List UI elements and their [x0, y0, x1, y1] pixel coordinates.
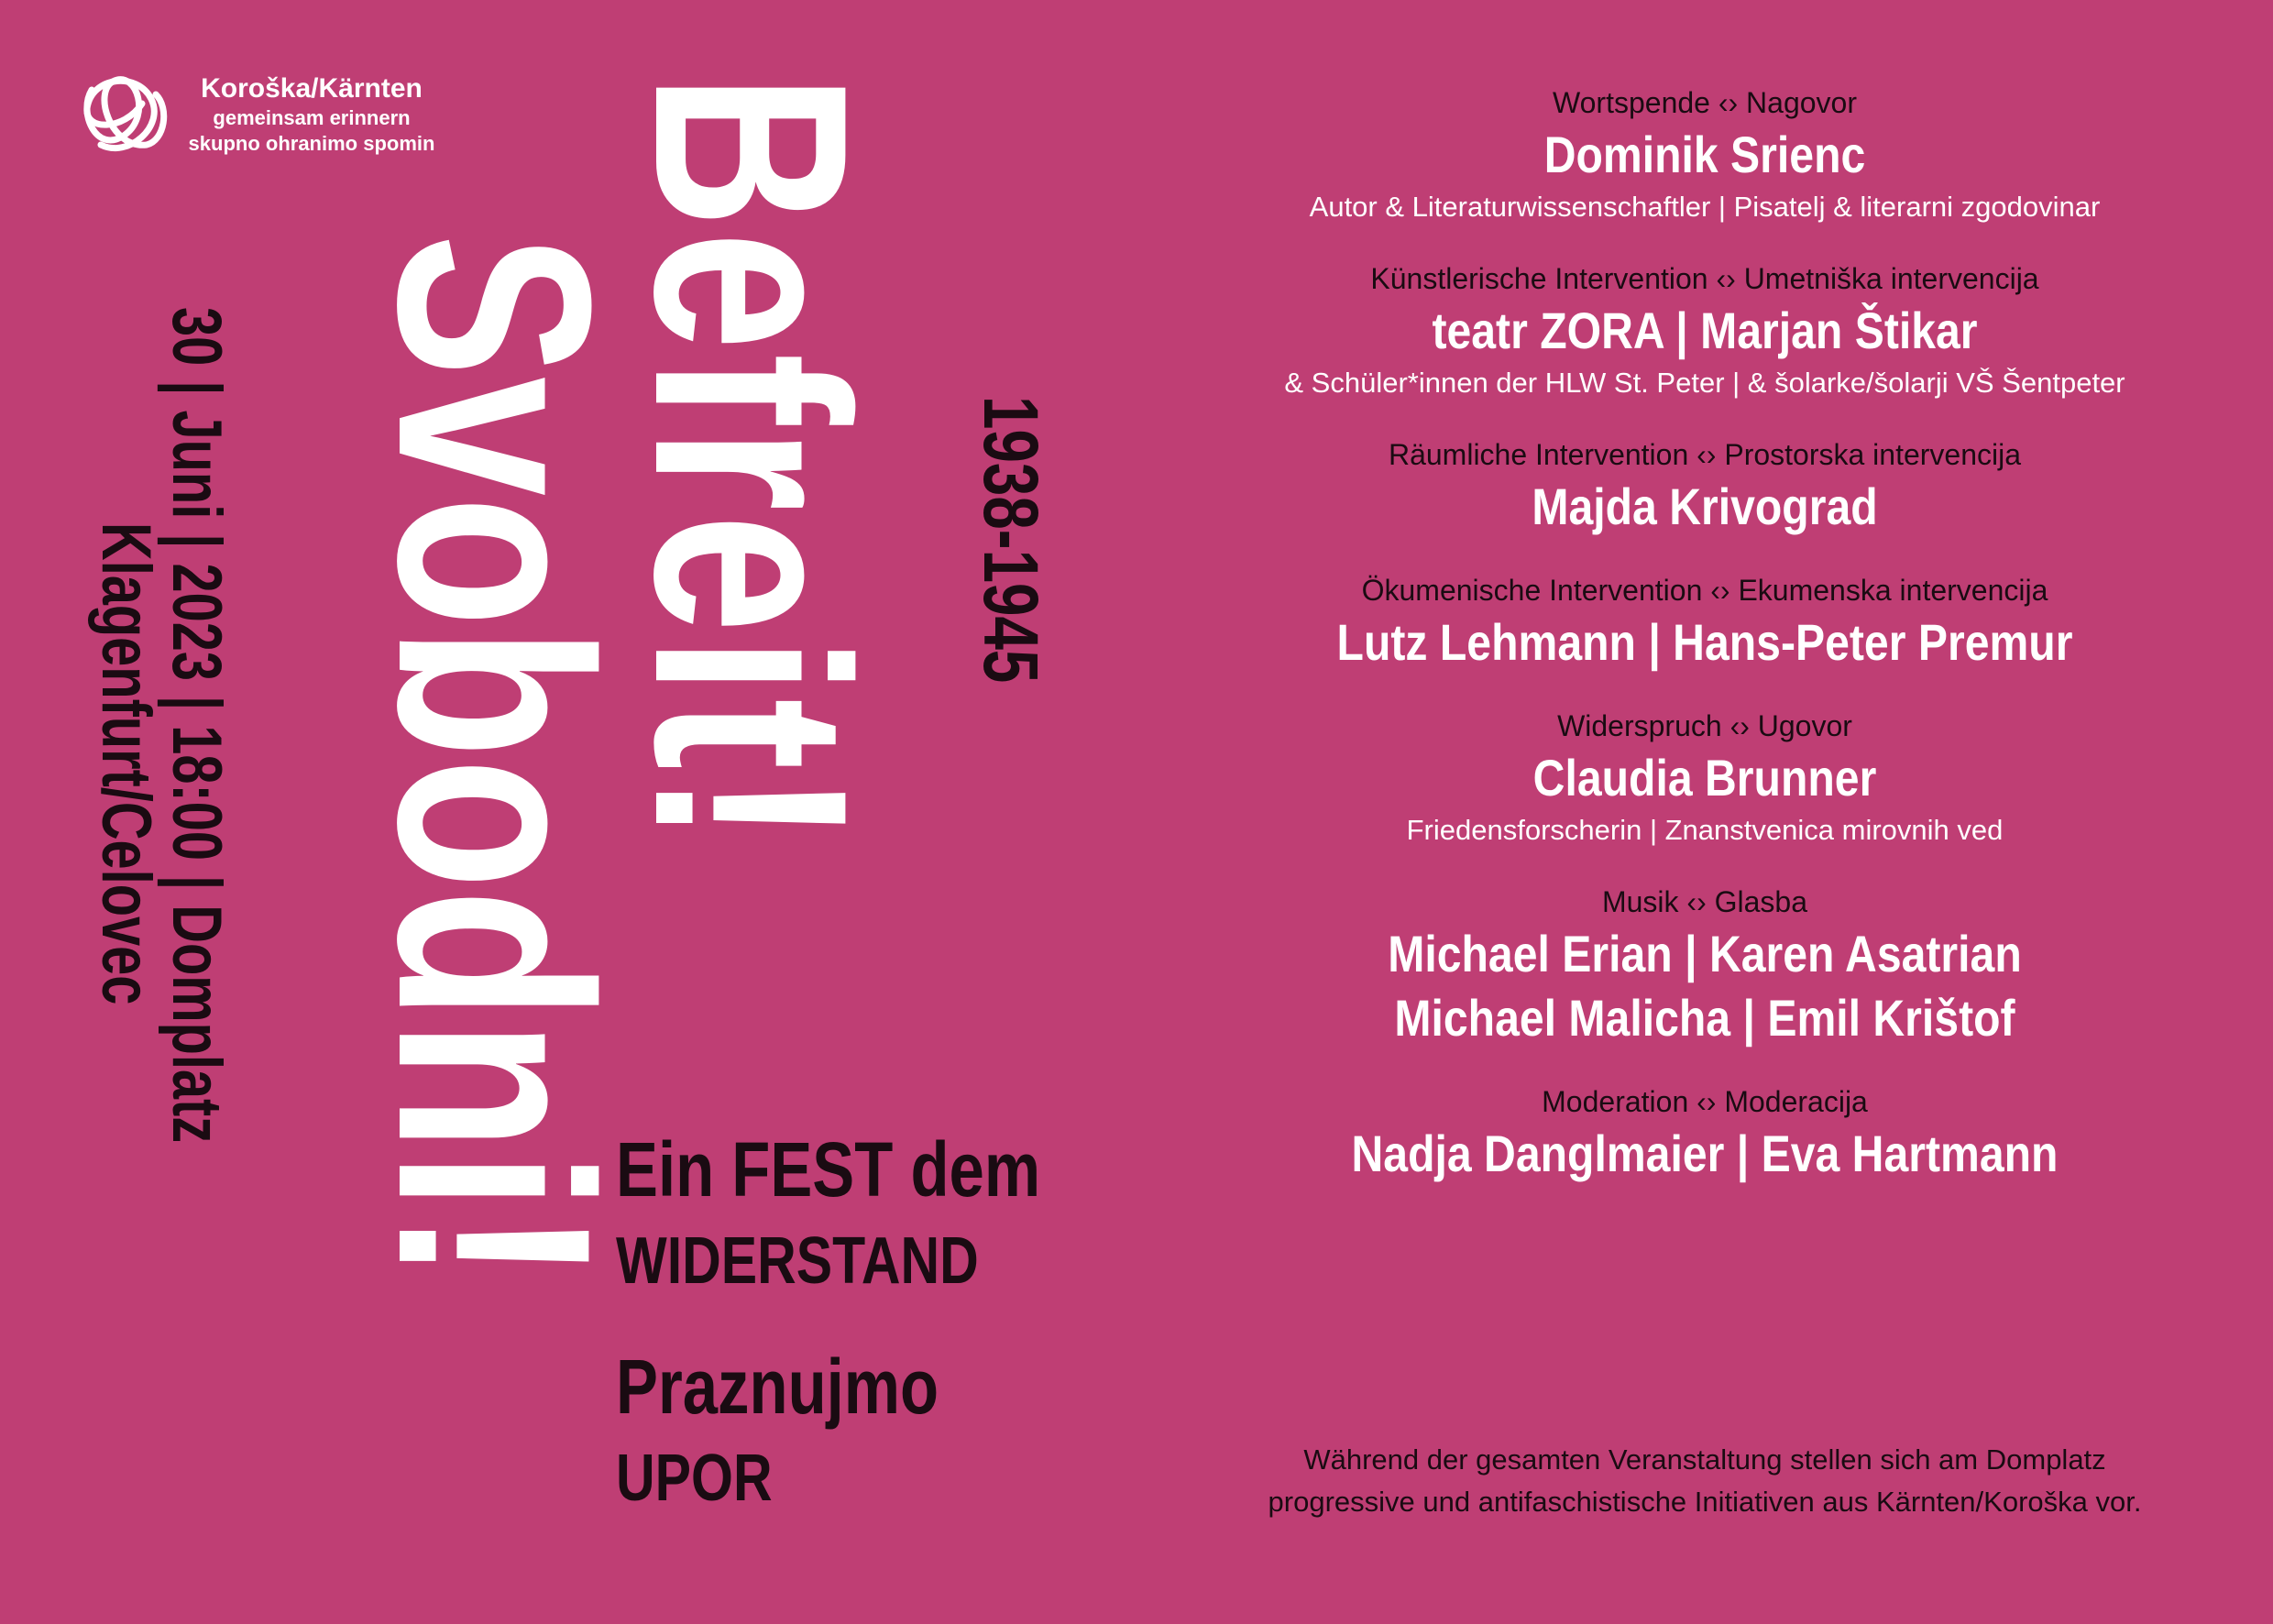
program-section [1191, 882, 2218, 1050]
knot-logo-icon [73, 62, 174, 163]
footnote-line-1: Während der gesamten Veranstaltung stellen sich am Domplatz [1303, 1443, 2106, 1476]
section-label: Widerspruch ‹› Ugovor [1557, 709, 1852, 742]
logo-title: Koroška/Kärnten [201, 73, 423, 104]
title-svobodni: Svobodni! [341, 234, 649, 1282]
performer-description: Autor & Literaturwissenschaftler | Pisatelj & literarni zgodovinar [1309, 191, 2101, 223]
logo [73, 62, 458, 172]
section-label: Wortspende ‹› Nagovor [1553, 86, 1857, 119]
section-label: Moderation ‹› Moderacija [1542, 1085, 1868, 1118]
program-section [1191, 82, 2218, 227]
section-label: Ökumenische Intervention ‹› Ekumenska intervencija [1361, 574, 2048, 607]
fest-line-4: UPOR [616, 1442, 773, 1515]
performer-name: Claudia Brunner [1532, 749, 1877, 807]
years-label: 1938-1945 [968, 396, 1054, 684]
performer-name: teatr ZORA | Marjan Štikar [1432, 302, 1978, 359]
program-list [1191, 82, 2218, 1217]
footnote [1191, 1439, 2218, 1523]
logo-subtitle-sl: skupno ohranimo spomin [188, 132, 435, 156]
fest-line-3: Praznujmo [616, 1344, 939, 1430]
section-label: Musik ‹› Glasba [1601, 885, 1808, 918]
logo-subtitle-de: gemeinsam erinnern [213, 106, 411, 129]
performer-name: Lutz Lehmann | Hans-Peter Premur [1336, 613, 2073, 671]
fest-line-1: Ein FEST dem [616, 1126, 1041, 1213]
program-section [1191, 258, 2218, 403]
fest-line-2: WIDERSTAND [616, 1224, 979, 1298]
title-befreit: Befreit! [598, 73, 906, 848]
program-section [1191, 1081, 2218, 1186]
performer-name: Michael Erian | Karen Asatrian [1388, 925, 2022, 982]
footnote-line-2: progressive und antifaschistische Initiativen aus Kärnten/Koroška vor. [1268, 1486, 2142, 1518]
program-section [1191, 570, 2218, 675]
event-date-time: 30 | Juni | 2023 | 18:00 | Domplatz [158, 307, 236, 1144]
performer-description: Friedensforscherin | Znanstvenica mirovnih ved [1406, 814, 2004, 846]
performer-name: Dominik Srienc [1543, 126, 1866, 183]
event-place: Klagenfurt/Celovec [87, 522, 165, 1005]
performer-description: & Schüler*innen der HLW St. Peter | & šolarke/šolarji VŠ Šentpeter [1284, 367, 2125, 399]
program-section [1191, 434, 2218, 539]
section-label: Künstlerische Intervention ‹› Umetniška intervencija [1370, 262, 2039, 295]
performer-name: Nadja Danglmaier | Eva Hartmann [1351, 1125, 2059, 1182]
section-label: Räumliche Intervention ‹› Prostorska intervencija [1388, 438, 2022, 471]
performer-name: Majda Krivograd [1532, 477, 1878, 535]
program-section [1191, 706, 2218, 850]
performer-name: Michael Malicha | Emil Krištof [1394, 989, 2015, 1047]
